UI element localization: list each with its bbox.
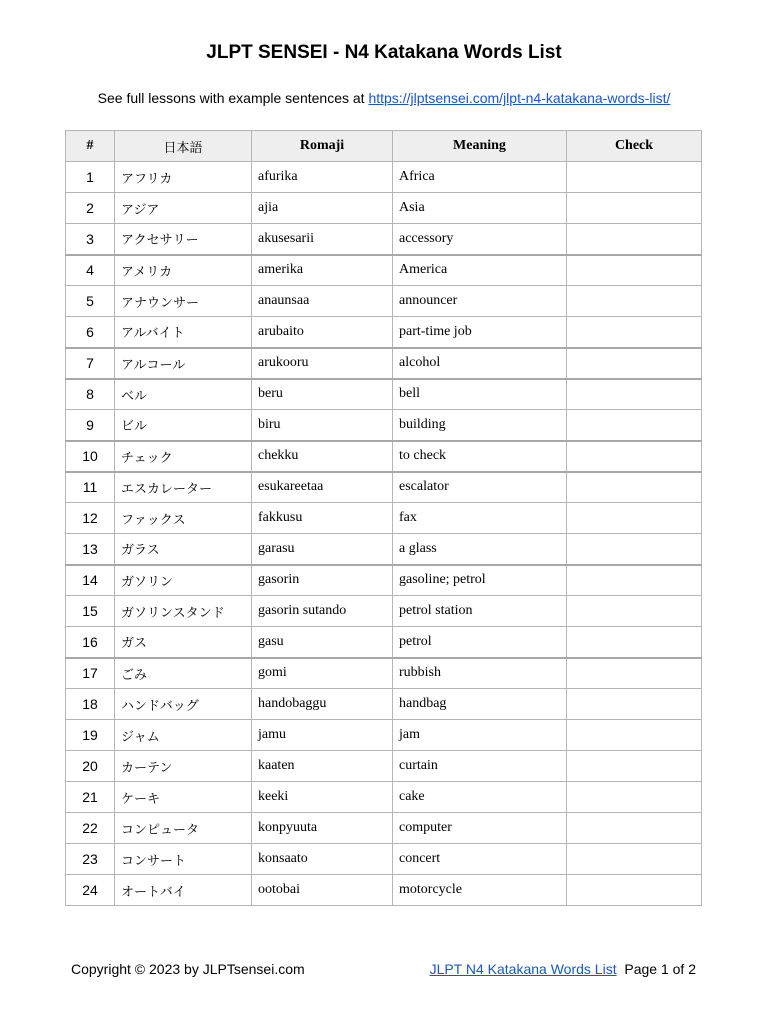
row-romaji: konpyuuta [252, 813, 393, 844]
page-number: Page 1 of 2 [624, 961, 696, 977]
row-japanese: ビル [115, 410, 252, 441]
table-row [66, 844, 702, 875]
row-japanese: ベル [115, 379, 252, 410]
row-number: 22 [66, 813, 115, 844]
row-check-cell[interactable] [567, 720, 702, 751]
row-japanese: チェック [115, 441, 252, 472]
footer-link[interactable]: JLPT N4 Katakana Words List [429, 961, 617, 977]
row-check-cell[interactable] [567, 875, 702, 906]
row-japanese: ごみ [115, 658, 252, 689]
row-japanese: カーテン [115, 751, 252, 782]
row-meaning: gasoline; petrol [393, 565, 567, 596]
row-romaji: garasu [252, 534, 393, 565]
table-row [66, 193, 702, 224]
row-number: 16 [66, 627, 115, 658]
row-romaji: esukareetaa [252, 472, 393, 503]
table-row [66, 751, 702, 782]
row-check-cell[interactable] [567, 410, 702, 441]
table-row [66, 813, 702, 844]
table-row [66, 720, 702, 751]
row-meaning: building [393, 410, 567, 441]
row-romaji: chekku [252, 441, 393, 472]
table-row [66, 534, 702, 565]
row-number: 4 [66, 255, 115, 286]
row-japanese: アルバイト [115, 317, 252, 348]
header-check: Check [567, 131, 702, 162]
row-meaning: handbag [393, 689, 567, 720]
row-romaji: konsaato [252, 844, 393, 875]
row-number: 9 [66, 410, 115, 441]
row-meaning: to check [393, 441, 567, 472]
row-check-cell[interactable] [567, 162, 702, 193]
row-meaning: jam [393, 720, 567, 751]
row-check-cell[interactable] [567, 782, 702, 813]
row-romaji: fakkusu [252, 503, 393, 534]
row-check-cell[interactable] [567, 565, 702, 596]
row-number: 11 [66, 472, 115, 503]
row-meaning: petrol station [393, 596, 567, 627]
row-japanese: アルコール [115, 348, 252, 379]
row-number: 13 [66, 534, 115, 565]
row-meaning: cake [393, 782, 567, 813]
row-romaji: ajia [252, 193, 393, 224]
subtitle [0, 90, 768, 106]
row-meaning: alcohol [393, 348, 567, 379]
row-check-cell[interactable] [567, 317, 702, 348]
row-romaji: gasu [252, 627, 393, 658]
row-meaning: rubbish [393, 658, 567, 689]
row-number: 20 [66, 751, 115, 782]
row-romaji: afurika [252, 162, 393, 193]
row-number: 24 [66, 875, 115, 906]
row-japanese: ガソリン [115, 565, 252, 596]
row-number: 18 [66, 689, 115, 720]
row-japanese: コンピュータ [115, 813, 252, 844]
row-check-cell[interactable] [567, 534, 702, 565]
row-japanese: アメリカ [115, 255, 252, 286]
row-japanese: ハンドバッグ [115, 689, 252, 720]
row-japanese: ケーキ [115, 782, 252, 813]
row-romaji: handobaggu [252, 689, 393, 720]
row-meaning: part-time job [393, 317, 567, 348]
row-meaning: bell [393, 379, 567, 410]
header-number: # [66, 131, 115, 162]
row-number: 21 [66, 782, 115, 813]
row-check-cell[interactable] [567, 751, 702, 782]
row-japanese: ジャム [115, 720, 252, 751]
row-romaji: gomi [252, 658, 393, 689]
table-row [66, 224, 702, 255]
row-check-cell[interactable] [567, 472, 702, 503]
table-row [66, 379, 702, 410]
row-meaning: escalator [393, 472, 567, 503]
row-romaji: akusesarii [252, 224, 393, 255]
row-meaning: Africa [393, 162, 567, 193]
row-check-cell[interactable] [567, 193, 702, 224]
row-romaji: kaaten [252, 751, 393, 782]
row-romaji: ootobai [252, 875, 393, 906]
row-japanese: アフリカ [115, 162, 252, 193]
row-number: 8 [66, 379, 115, 410]
row-romaji: anaunsaa [252, 286, 393, 317]
row-romaji: beru [252, 379, 393, 410]
row-number: 6 [66, 317, 115, 348]
row-number: 10 [66, 441, 115, 472]
table-row [66, 565, 702, 596]
row-number: 5 [66, 286, 115, 317]
table-row [66, 596, 702, 627]
row-check-cell[interactable] [567, 596, 702, 627]
table-row [66, 348, 702, 379]
table-row [66, 782, 702, 813]
row-japanese: ガソリンスタンド [115, 596, 252, 627]
row-check-cell[interactable] [567, 379, 702, 410]
row-meaning: Asia [393, 193, 567, 224]
row-check-cell[interactable] [567, 224, 702, 255]
row-romaji: arubaito [252, 317, 393, 348]
table-row [66, 317, 702, 348]
row-meaning: announcer [393, 286, 567, 317]
page-title: JLPT SENSEI - N4 Katakana Words List [206, 42, 562, 63]
table-row [66, 627, 702, 658]
header-romaji: Romaji [252, 131, 393, 162]
row-romaji: biru [252, 410, 393, 441]
header-japanese: 日本語 [115, 131, 252, 162]
table-row [66, 162, 702, 193]
row-japanese: アクセサリー [115, 224, 252, 255]
row-check-cell[interactable] [567, 813, 702, 844]
table-row [66, 255, 702, 286]
row-meaning: petrol [393, 627, 567, 658]
row-meaning: accessory [393, 224, 567, 255]
table-row [66, 689, 702, 720]
row-number: 14 [66, 565, 115, 596]
row-check-cell[interactable] [567, 627, 702, 658]
row-number: 23 [66, 844, 115, 875]
row-number: 15 [66, 596, 115, 627]
row-japanese: アジア [115, 193, 252, 224]
table-row [66, 286, 702, 317]
row-check-cell[interactable] [567, 286, 702, 317]
row-number: 2 [66, 193, 115, 224]
row-meaning: fax [393, 503, 567, 534]
row-number: 1 [66, 162, 115, 193]
lesson-link[interactable]: https://jlptsensei.com/jlpt-n4-katakana-words-list/ [368, 90, 671, 106]
row-meaning: America [393, 255, 567, 286]
table-row [66, 658, 702, 689]
row-japanese: ファックス [115, 503, 252, 534]
row-japanese: アナウンサー [115, 286, 252, 317]
row-japanese: エスカレーター [115, 472, 252, 503]
row-number: 12 [66, 503, 115, 534]
row-romaji: jamu [252, 720, 393, 751]
row-meaning: computer [393, 813, 567, 844]
row-number: 19 [66, 720, 115, 751]
row-meaning: motorcycle [393, 875, 567, 906]
row-romaji: gasorin sutando [252, 596, 393, 627]
row-check-cell[interactable] [567, 689, 702, 720]
subtitle-text: See full lessons with example sentences at [97, 90, 369, 106]
table-row [66, 410, 702, 441]
table-row [66, 441, 702, 472]
footer-right [430, 961, 696, 977]
table-row [66, 875, 702, 906]
row-romaji: gasorin [252, 565, 393, 596]
row-romaji: keeki [252, 782, 393, 813]
table-row [66, 503, 702, 534]
row-japanese: ガス [115, 627, 252, 658]
row-meaning: curtain [393, 751, 567, 782]
header-meaning: Meaning [393, 131, 567, 162]
table-row [66, 472, 702, 503]
row-check-cell[interactable] [567, 441, 702, 472]
words-table [65, 130, 702, 906]
row-japanese: オートバイ [115, 875, 252, 906]
row-number: 17 [66, 658, 115, 689]
row-meaning: concert [393, 844, 567, 875]
row-check-cell[interactable] [567, 844, 702, 875]
row-check-cell[interactable] [567, 255, 702, 286]
row-check-cell[interactable] [567, 348, 702, 379]
row-check-cell[interactable] [567, 658, 702, 689]
row-meaning: a glass [393, 534, 567, 565]
row-romaji: amerika [252, 255, 393, 286]
row-japanese: コンサート [115, 844, 252, 875]
row-number: 7 [66, 348, 115, 379]
row-japanese: ガラス [115, 534, 252, 565]
row-check-cell[interactable] [567, 503, 702, 534]
table-header-row [66, 131, 702, 162]
row-number: 3 [66, 224, 115, 255]
row-romaji: arukooru [252, 348, 393, 379]
copyright: Copyright © 2023 by JLPTsensei.com [71, 961, 305, 977]
